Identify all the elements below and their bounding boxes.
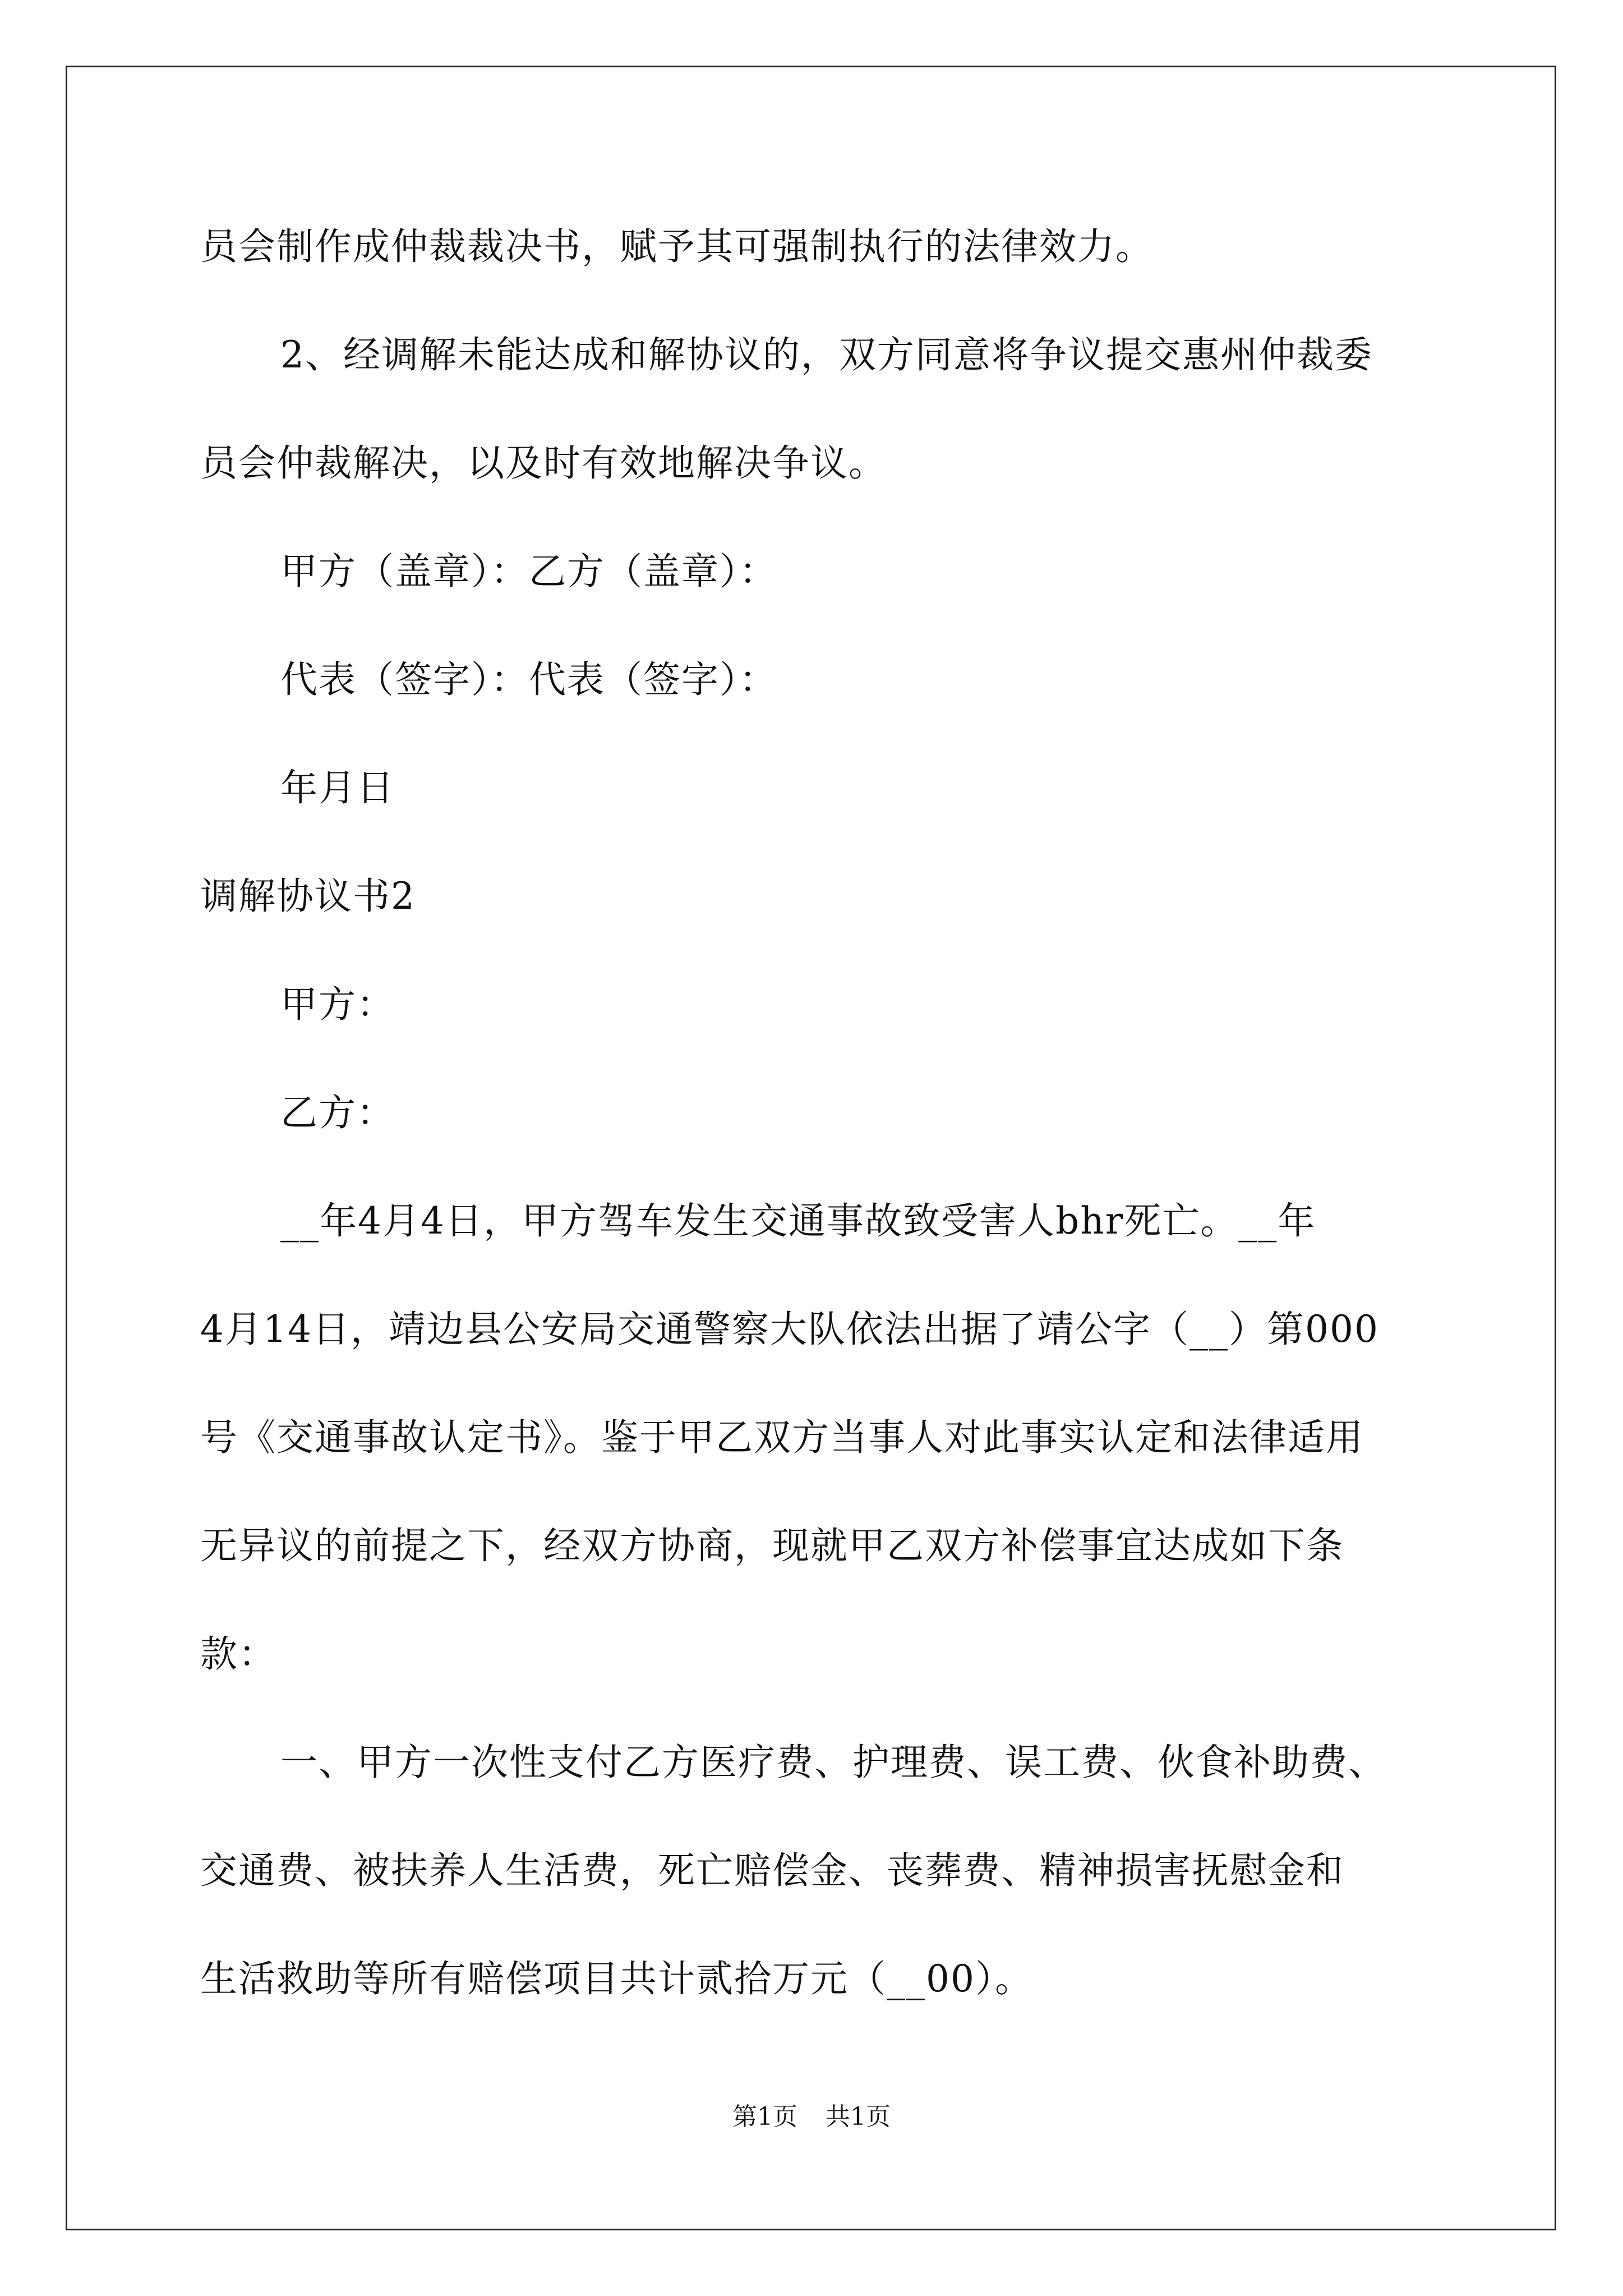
page-footer [0, 2102, 1623, 2131]
body-text-line: 员会制作成仲裁裁决书，赋予其可强制执行的法律效力。 [200, 225, 1154, 268]
section-title: 调解协议书2 [200, 875, 416, 918]
body-text-line: 无异议的前提之下，经双方协商，现就甲乙双方补偿事宜达成如下条 [200, 1524, 1344, 1567]
body-text-line: 4月14日，靖边县公安局交通警察大队依法出据了靖公字（__）第000 [200, 1308, 1379, 1351]
signature-line-seal: 甲方（盖章）：乙方（盖章）： [280, 550, 777, 593]
body-text-line: 员会仲裁解决，以及时有效地解决争议。 [200, 441, 887, 485]
clause-line: 交通费、被扶养人生活费，死亡赔偿金、丧葬费、精神损害抚慰金和 [200, 1849, 1344, 1892]
page-border [66, 66, 1556, 2230]
party-a-label: 甲方： [280, 983, 395, 1026]
body-text-line: 款： [200, 1632, 276, 1676]
clause-line: 生活救助等所有赔偿项目共计贰拾万元（__00）。 [200, 1957, 1033, 2000]
body-text-line: 2、经调解未能达成和解协议的，双方同意将争议提交惠州仲裁委 [280, 333, 1373, 376]
date-line: 年月日 [280, 766, 395, 809]
page-number: 第1页 [732, 2102, 797, 2131]
body-text-line: __年4月4日，甲方驾车发生交通事故致受害人bhr死亡。__年 [280, 1199, 1316, 1243]
signature-line-sign: 代表（签字）：代表（签字）： [280, 658, 777, 701]
party-b-label: 乙方： [280, 1091, 395, 1134]
page-total: 共1页 [826, 2102, 891, 2131]
body-text-line: 号《交通事故认定书》。鉴于甲乙双方当事人对此事实认定和法律适用 [200, 1416, 1364, 1459]
clause-line: 一、甲方一次性支付乙方医疗费、护理费、误工费、伙食补助费、 [280, 1741, 1386, 1784]
